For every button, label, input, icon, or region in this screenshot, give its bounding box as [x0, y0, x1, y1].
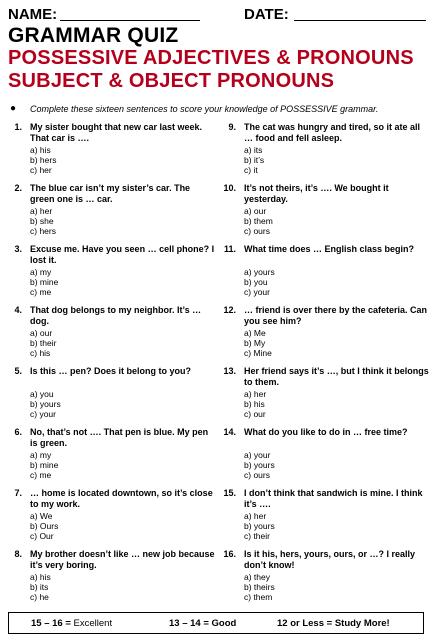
- question-number: 5.: [14, 366, 22, 376]
- question-text: … home is located downtown, so it’s close to my work.: [30, 488, 213, 509]
- answer-option[interactable]: b) yours: [244, 521, 275, 531]
- question-text: … friend is over there by the cafeteria. Can you see him?: [244, 305, 428, 326]
- question-number: 7.: [14, 488, 22, 498]
- answer-option[interactable]: b) its: [30, 582, 49, 592]
- question-item: [222, 488, 422, 549]
- question-item: [8, 427, 208, 488]
- quiz-title: GRAMMAR QUIZ: [8, 24, 179, 47]
- question-text: Her friend says it’s …, but I think it belongs to them.: [244, 366, 429, 387]
- instructions-text: Complete these sixteen sentences to score your knowledge of POSSESSIVE grammar.: [30, 104, 379, 114]
- question-number: 16.: [223, 549, 236, 559]
- date-blank: [294, 20, 426, 21]
- answer-option[interactable]: a) his: [30, 145, 51, 155]
- answer-option[interactable]: b) you: [244, 277, 268, 287]
- question-number: 9.: [228, 122, 236, 132]
- answer-option[interactable]: b) his: [244, 399, 265, 409]
- question-number: 6.: [14, 427, 22, 437]
- question-item: [222, 305, 428, 366]
- question-number: 15.: [223, 488, 236, 498]
- answer-option[interactable]: a) they: [244, 572, 270, 582]
- question-number: 11.: [223, 244, 236, 254]
- question-item: [222, 427, 422, 488]
- score-range: 13 – 14 =: [169, 618, 209, 629]
- question-item: [8, 183, 208, 244]
- answer-option[interactable]: c) her: [30, 165, 52, 175]
- answer-option[interactable]: b) theirs: [244, 582, 275, 592]
- question-number: 3.: [14, 244, 22, 254]
- score-range: 12 or Less =: [277, 618, 333, 629]
- answer-option[interactable]: a) you: [30, 389, 54, 399]
- answer-option[interactable]: a) my: [30, 450, 52, 460]
- question-number: 1.: [14, 122, 22, 132]
- question-item: [222, 244, 422, 305]
- score-label: Study More!: [334, 618, 390, 629]
- question-text: My brother doesn’t like … new job because it’s very boring.: [30, 549, 215, 570]
- question-item: [8, 366, 208, 427]
- answer-option[interactable]: b) it’s: [244, 155, 265, 165]
- answer-option[interactable]: b) she: [30, 216, 54, 226]
- score-study-more: [277, 618, 390, 629]
- question-item: [222, 549, 422, 610]
- answer-option[interactable]: b) their: [30, 338, 57, 348]
- answer-option[interactable]: c) our: [244, 409, 266, 419]
- question-item: [8, 305, 208, 366]
- question-text: That dog belongs to my neighbor. It’s … dog.: [30, 305, 202, 326]
- answer-option[interactable]: c) your: [30, 409, 56, 419]
- question-text: Excuse me. Have you seen … cell phone? I lost it.: [30, 244, 215, 265]
- header-fields: [8, 4, 426, 26]
- question-number: 13.: [223, 366, 236, 376]
- question-number: 12.: [223, 305, 236, 315]
- question-text: Is it his, hers, yours, ours, or …? I really don’t know!: [244, 549, 416, 570]
- answer-option[interactable]: a) our: [244, 206, 267, 216]
- answer-option[interactable]: c) me: [30, 287, 52, 297]
- question-number: 8.: [14, 549, 22, 559]
- date-label: DATE:: [244, 6, 289, 23]
- answer-option[interactable]: c) hers: [30, 226, 56, 236]
- answer-option[interactable]: a) its: [244, 145, 263, 155]
- bullet-icon: ●: [10, 103, 17, 114]
- score-label: Excellent: [73, 618, 113, 629]
- answer-option[interactable]: c) Our: [30, 531, 54, 541]
- answer-option[interactable]: c) ours: [244, 470, 270, 480]
- question-text: What time does … English class begin?: [244, 244, 415, 254]
- question-item: [8, 549, 215, 610]
- answer-option[interactable]: c) ours: [244, 226, 270, 236]
- score-label: Good: [211, 618, 237, 629]
- question-column-left: [8, 122, 215, 610]
- score-range: 15 – 16 =: [31, 618, 71, 629]
- answer-option[interactable]: b) mine: [30, 460, 59, 470]
- question-number: 10.: [223, 183, 236, 193]
- question-text: No, that’s not …. That pen is blue. My pen is green.: [30, 427, 209, 448]
- question-text: It’s not theirs, it’s …. We bought it yesterday.: [244, 183, 389, 204]
- quiz-subtitle-1: POSSESSIVE ADJECTIVES & PRONOUNS: [8, 47, 414, 69]
- answer-option[interactable]: a) Me: [244, 328, 266, 338]
- answer-option[interactable]: b) them: [244, 216, 273, 226]
- answer-option[interactable]: c) his: [30, 348, 51, 358]
- question-item: [222, 183, 422, 244]
- question-item: [8, 122, 208, 183]
- question-text: The blue car isn’t my sister’s car. The green one is … car.: [30, 183, 191, 204]
- question-text: The cat was hungry and tired, so it ate all … food and fell asleep.: [244, 122, 421, 143]
- answer-option[interactable]: c) them: [244, 592, 273, 602]
- answer-option[interactable]: a) my: [30, 267, 52, 277]
- answer-option[interactable]: a) her: [244, 389, 267, 399]
- question-text: My sister bought that new car last week. That car is ….: [30, 122, 203, 143]
- answer-option[interactable]: a) her: [244, 511, 267, 521]
- question-number: 4.: [14, 305, 22, 315]
- answer-option[interactable]: a) your: [244, 450, 271, 460]
- answer-option[interactable]: c) Mine: [244, 348, 272, 358]
- answer-option[interactable]: b) yours: [30, 399, 61, 409]
- answer-option[interactable]: b) hers: [30, 155, 57, 165]
- question-text: What do you like to do in … free time?: [244, 427, 408, 437]
- answer-option[interactable]: a) her: [30, 206, 53, 216]
- question-number: 2.: [14, 183, 22, 193]
- answer-option[interactable]: c) it: [244, 165, 258, 175]
- score-excellent: [31, 618, 112, 629]
- answer-option[interactable]: c) me: [30, 470, 52, 480]
- answer-option[interactable]: a) our: [30, 328, 53, 338]
- question-item: [222, 122, 422, 183]
- answer-option[interactable]: b) mine: [30, 277, 59, 287]
- answer-option[interactable]: a) yours: [244, 267, 275, 277]
- question-text: I don’t think that sandwich is mine. I think it’s ….: [244, 488, 423, 509]
- question-item: [8, 244, 215, 305]
- answer-option[interactable]: b) Ours: [30, 521, 59, 531]
- question-item: [222, 366, 429, 427]
- question-column-right: [222, 122, 429, 610]
- answer-option[interactable]: c) their: [244, 531, 270, 541]
- answer-option[interactable]: a) We: [30, 511, 53, 521]
- question-number: 14.: [223, 427, 236, 437]
- question-item: [8, 488, 213, 549]
- answer-option[interactable]: b) My: [244, 338, 266, 348]
- quiz-subtitle-2: SUBJECT & OBJECT PRONOUNS: [8, 70, 335, 92]
- answer-option[interactable]: b) yours: [244, 460, 275, 470]
- question-text: Is this … pen? Does it belong to you?: [30, 366, 192, 376]
- answer-option[interactable]: c) he: [30, 592, 49, 602]
- name-blank: [60, 20, 200, 21]
- score-good: [169, 618, 236, 629]
- name-label: NAME:: [8, 6, 58, 23]
- answer-option[interactable]: c) your: [244, 287, 270, 297]
- score-legend: [8, 612, 424, 634]
- answer-option[interactable]: a) his: [30, 572, 51, 582]
